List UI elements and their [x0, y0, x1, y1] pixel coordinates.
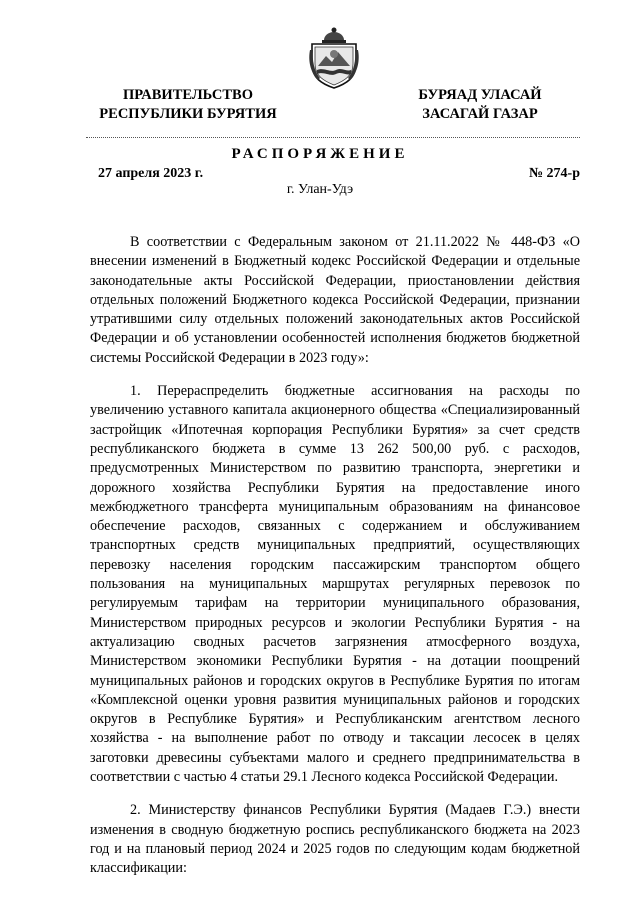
coat-of-arms-icon: [306, 26, 362, 90]
org-name-russian-line1: ПРАВИТЕЛЬСТВО: [123, 87, 253, 103]
document-date: 27 апреля 2023 г.: [98, 166, 204, 181]
paragraph-item-2: 2. Министерству финансов Республики Бурятия (Мадаев Г.Э.) внести изменения в сводную бюджетную роспись республиканского бюджета на 2023 год и на плановый период 2024 и 2025 годов по следующим кодам бюджетной классификации:: [90, 802, 580, 877]
document-city: г. Улан-Удэ: [286, 182, 354, 197]
org-name-buryat-line2: ЗАСАГАЙ ГАЗАР: [422, 106, 538, 122]
header-divider: [86, 137, 580, 138]
document-body: [90, 233, 580, 879]
org-name-russian-line2: РЕСПУБЛИКИ БУРЯТИЯ: [99, 106, 277, 122]
document-number: № 274-р: [528, 166, 580, 181]
paragraph-item-1: 1. Перераспределить бюджетные ассигнования на расходы по увеличению уставного капитала акционерного общества «Специализированный застройщик «Ипотечная корпорация Республики Бурятия» за счет средств республиканского бюджета в сумме 13 262 500,00 руб. с расходов, предусмотренных Министерством по развитию транспорта, энергетики и дорожного хозяйства Республики Бурятия на предоставление иного межбюджетного трансферта муниципальным образованиям на финансовое обеспечение расходов, связанных с содержанием и обслуживанием транспортных средств муниципальных предприятий, осуществляющих перевозку населения городским пассажирским транспортом общего пользования на муниципальных маршрутах регулярных перевозок по регулируемым тарифам на территории муниципального образования, Министерством природных ресурсов и экологии Республики Бурятия - на актуализацию сводных расчетов загрязнения атмосферного воздуха, Министерством экономики Республики Бурятия - на дотации поощрений муниципальных районов и городских округов в Республике Бурятия по итогам «Комплексной оценки уровня развития муниципальных районов и городских округов в Республике Бурятия» и Республиканским агентством лесного хозяйства - на выполнение работ по отводу и таксации лесосек в целях заготовки древесины субъектами малого и среднего предпринимательства в соответствии с частью 4 статьи 29.1 Лесного кодекса Российской Федерации.: [90, 383, 580, 786]
document-type: РАСПОРЯЖЕНИЕ: [231, 146, 409, 162]
org-name-russian: [88, 86, 288, 124]
org-name-buryat-line1: БУРЯАД УЛАСАЙ: [418, 87, 542, 103]
paragraph-preamble: В соответствии с Федеральным законом от 21.11.2022 № 448-ФЗ «О внесении изменений в Бюджетный кодекс Российской Федерации и отдельные законодательные акты Российской Федерации, приостановлении действия отдельных положений Бюджетного кодекса Российской Федерации, признании утратившими силу отдельных положений законодательных актов Российской Федерации и об установлении особенностей исполнения бюджетов бюджетной системы Российской Федерации в 2023 году»:: [90, 234, 580, 366]
org-name-buryat: [390, 86, 570, 124]
